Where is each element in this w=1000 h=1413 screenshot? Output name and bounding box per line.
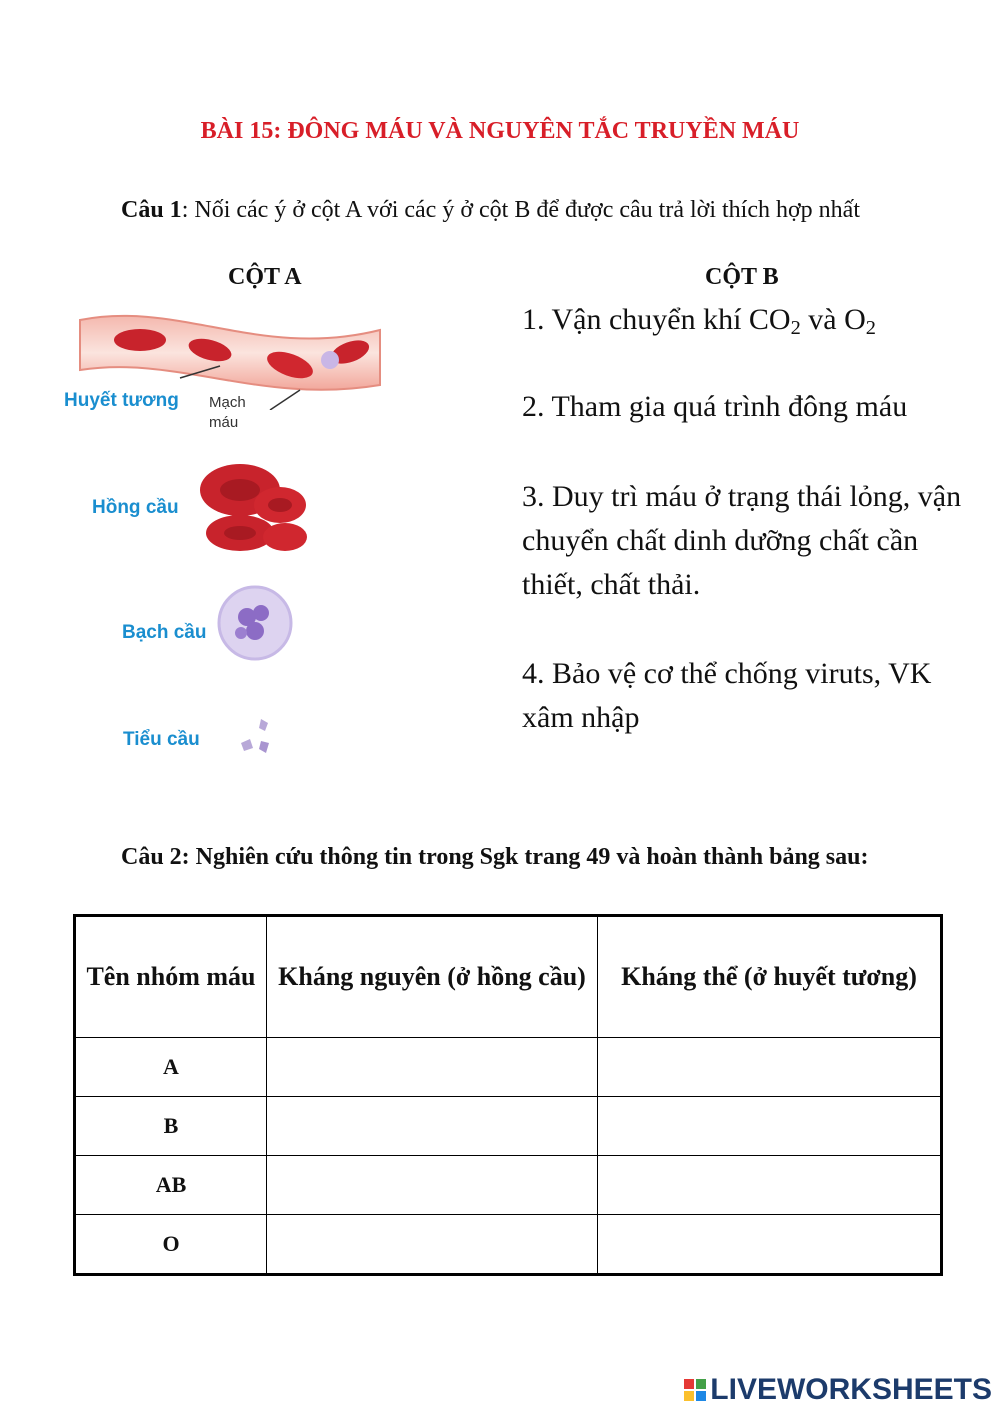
antigen-cell[interactable]: [267, 1097, 598, 1156]
label-vessel: Mạch máu: [209, 394, 246, 431]
antibody-cell[interactable]: [598, 1215, 942, 1275]
column-b-item-2: 2. Tham gia quá trình đông máu: [522, 390, 908, 423]
antigen-cell[interactable]: [267, 1156, 598, 1215]
table-row: [75, 1215, 942, 1275]
label-white-blood-cell: Bạch cầu: [122, 622, 207, 643]
question-1-text: : Nối các ý ở cột A với các ý ở cột B để được câu trả lời thích hợp nhất: [181, 197, 860, 223]
antibody-cell[interactable]: [598, 1097, 942, 1156]
column-b-item-4: 4. Bảo vệ cơ thể chống viruts, VK xâm nhập: [522, 657, 932, 734]
antibody-cell[interactable]: [598, 1156, 942, 1215]
question-2: Câu 2: Nghiên cứu thông tin trong Sgk trang 49 và hoàn thành bảng sau:: [121, 844, 869, 870]
liveworksheets-logo: [684, 1373, 992, 1407]
column-a-heading: CỘT A: [228, 264, 302, 290]
label-platelet: Tiểu cầu: [123, 729, 200, 750]
question-1-label: Câu 1: [121, 197, 182, 223]
label-plasma: Huyết tương: [64, 390, 179, 411]
row-label: AB: [75, 1156, 267, 1215]
row-label: O: [75, 1215, 267, 1275]
column-b-heading: CỘT B: [705, 264, 779, 290]
blood-group-table: [73, 914, 943, 1276]
page-title: BÀI 15: ĐÔNG MÁU VÀ NGUYÊN TẮC TRUYỀN MÁU: [200, 118, 800, 144]
item-1-sub-2: 2: [865, 317, 876, 340]
item-1-text: 1. Vận chuyển khí CO: [522, 303, 791, 336]
table-row: [75, 1097, 942, 1156]
platelets-illustration: [235, 715, 280, 760]
header-antigen: Kháng nguyên (ở hồng cầu): [267, 916, 598, 1038]
table-header-row: [75, 916, 942, 1038]
header-antibody: Kháng thể (ở huyết tương): [598, 916, 942, 1038]
logo-text: LIVEWORKSHEETS: [710, 1373, 992, 1406]
antigen-cell[interactable]: [267, 1038, 598, 1097]
item-1-sub-1: 2: [790, 317, 801, 340]
white-blood-cell-illustration: [215, 583, 295, 663]
column-b-item-3: 3. Duy trì máu ở trạng thái lỏng, vận chuyển chất dinh dưỡng chất cần thiết, chất thải.: [522, 480, 962, 601]
table-row: [75, 1038, 942, 1097]
table-row: [75, 1156, 942, 1215]
item-1-text-2: và O: [800, 303, 866, 336]
antibody-cell[interactable]: [598, 1038, 942, 1097]
header-blood-group: Tên nhóm máu: [75, 916, 267, 1038]
label-red-blood-cell: Hồng cầu: [92, 497, 179, 518]
antigen-cell[interactable]: [267, 1215, 598, 1275]
logo-icon: [684, 1379, 706, 1401]
question-1: [121, 192, 881, 228]
red-blood-cells-illustration: [195, 455, 320, 555]
row-label: B: [75, 1097, 267, 1156]
column-b-item-1: [522, 298, 982, 342]
row-label: A: [75, 1038, 267, 1097]
